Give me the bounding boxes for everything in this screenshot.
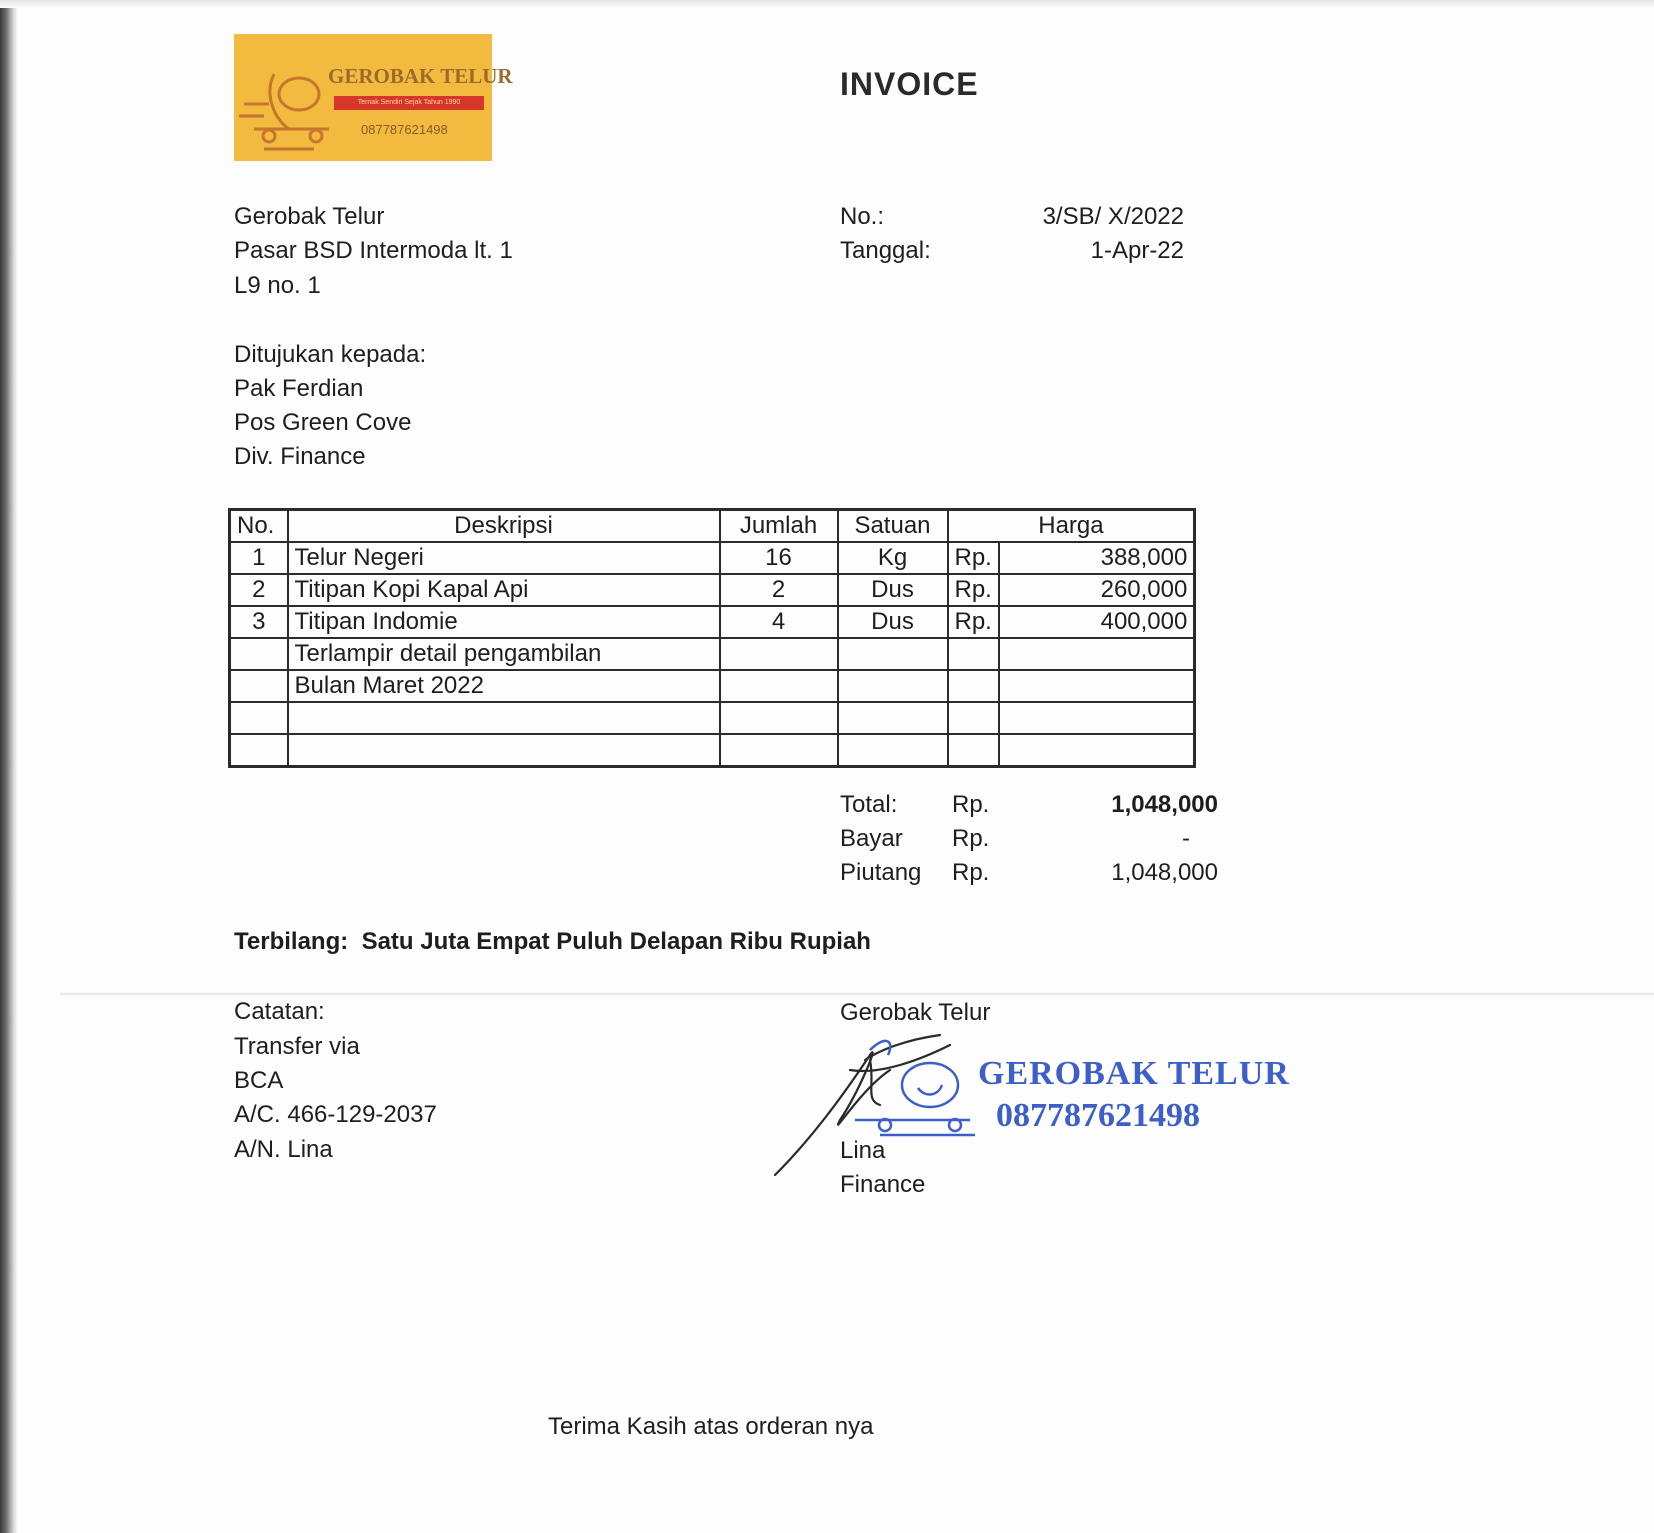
table-row [230, 542, 1195, 574]
amount-in-words [234, 925, 871, 959]
table-row [230, 606, 1195, 638]
cell-description: Telur Negeri [288, 542, 720, 574]
table-row [230, 638, 1195, 670]
table-row [230, 702, 1195, 734]
cell-price [999, 702, 1195, 734]
cell-no [230, 638, 288, 670]
invoice-number-value: 3/SB/ X/2022 [1042, 203, 1184, 230]
due-row [840, 856, 1218, 890]
seller-name: Gerobak Telur [234, 203, 385, 230]
cell-unit: Dus [838, 606, 948, 638]
table-row [230, 670, 1195, 702]
logo-phone: 087787621498 [361, 122, 448, 137]
cell-no: 2 [230, 574, 288, 606]
total-value: 1,048,000 [1111, 791, 1218, 818]
cell-unit [838, 670, 948, 702]
company-logo [234, 34, 513, 161]
table-row [230, 734, 1195, 767]
paid-value: - [1182, 825, 1190, 852]
cell-currency: Rp. [948, 606, 999, 638]
cell-no: 3 [230, 606, 288, 638]
notes-line3: A/C. 466-129-2037 [234, 1101, 437, 1128]
cell-currency: Rp. [948, 542, 999, 574]
signer-role: Finance [840, 1171, 926, 1198]
cell-price: 388,000 [999, 542, 1195, 574]
cell-description: Titipan Indomie [288, 606, 720, 638]
invoice-title: INVOICE [840, 66, 979, 102]
cell-description [288, 702, 720, 734]
cell-no [230, 702, 288, 734]
recipient-name: Pak Ferdian [234, 375, 364, 402]
cell-qty [720, 638, 838, 670]
notes-heading: Catatan: [234, 998, 325, 1025]
cell-unit [838, 702, 948, 734]
recipient-heading: Ditujukan kepada: [234, 341, 427, 368]
signature-company: Gerobak Telur [840, 999, 991, 1026]
due-currency: Rp. [952, 859, 990, 886]
cell-currency [948, 702, 999, 734]
signer-name: Lina [840, 1137, 886, 1164]
cell-qty [720, 734, 838, 767]
total-label: Total: [840, 791, 898, 818]
seller-address-line1: Pasar BSD Intermoda lt. 1 [234, 237, 513, 264]
header-price: Harga [948, 510, 1195, 543]
footer-thanks: Terima Kasih atas orderan nya [548, 1413, 874, 1440]
stamp-phone: 087787621498 [996, 1097, 1200, 1134]
cell-no [230, 734, 288, 767]
header-no: No. [230, 510, 288, 543]
invoice-date-value: 1-Apr-22 [1090, 237, 1184, 264]
scan-edge-top [0, 0, 1654, 8]
cell-no [230, 670, 288, 702]
cell-price [999, 670, 1195, 702]
cell-no: 1 [230, 542, 288, 574]
cell-qty [720, 670, 838, 702]
cell-description: Terlampir detail pengambilan [288, 638, 720, 670]
header-description: Deskripsi [288, 510, 720, 543]
amount-in-words-value: Satu Juta Empat Puluh Delapan Ribu Rupiah [361, 928, 871, 955]
total-row [840, 788, 1218, 822]
cell-price [999, 734, 1195, 767]
header-qty: Jumlah [720, 510, 838, 543]
amount-in-words-label: Terbilang: [234, 928, 349, 955]
notes-line2: BCA [234, 1067, 284, 1094]
scan-edge-left [0, 0, 18, 1533]
cell-unit [838, 734, 948, 767]
cell-price [999, 638, 1195, 670]
invoice-date-label: Tanggal: [840, 237, 931, 264]
logo-tagline: Ternak Sendiri Sejak Tahun 1990 [334, 96, 484, 110]
table-row [230, 574, 1195, 606]
paid-currency: Rp. [952, 825, 990, 852]
cell-currency [948, 670, 999, 702]
cell-qty: 4 [720, 606, 838, 638]
stamp-company-name: GEROBAK TELUR [978, 1055, 1290, 1092]
cell-currency: Rp. [948, 574, 999, 606]
header-unit: Satuan [838, 510, 948, 543]
paid-row [840, 822, 1218, 856]
notes-line4: A/N. Lina [234, 1136, 333, 1163]
total-currency: Rp. [952, 791, 990, 818]
due-label: Piutang [840, 859, 922, 886]
paid-label: Bayar [840, 825, 903, 852]
cell-qty: 16 [720, 542, 838, 574]
cell-unit: Dus [838, 574, 948, 606]
recipient-company: Pos Green Cove [234, 409, 412, 436]
cell-currency [948, 638, 999, 670]
invoice-items-table [228, 508, 1196, 768]
cell-description [288, 734, 720, 767]
cell-unit: Kg [838, 542, 948, 574]
cell-description: Titipan Kopi Kapal Api [288, 574, 720, 606]
cell-qty [720, 702, 838, 734]
cell-currency [948, 734, 999, 767]
due-value: 1,048,000 [1111, 859, 1218, 886]
cell-qty: 2 [720, 574, 838, 606]
cell-description: Bulan Maret 2022 [288, 670, 720, 702]
totals-block [840, 788, 1218, 890]
cell-unit [838, 638, 948, 670]
cell-price: 400,000 [999, 606, 1195, 638]
notes-line1: Transfer via [234, 1033, 360, 1060]
recipient-division: Div. Finance [234, 443, 366, 470]
seller-address-line2: L9 no. 1 [234, 272, 321, 299]
cell-price: 260,000 [999, 574, 1195, 606]
logo-brand-name: GEROBAK TELUR [328, 64, 513, 88]
table-header-row [230, 510, 1195, 543]
invoice-number-label: No.: [840, 203, 885, 230]
